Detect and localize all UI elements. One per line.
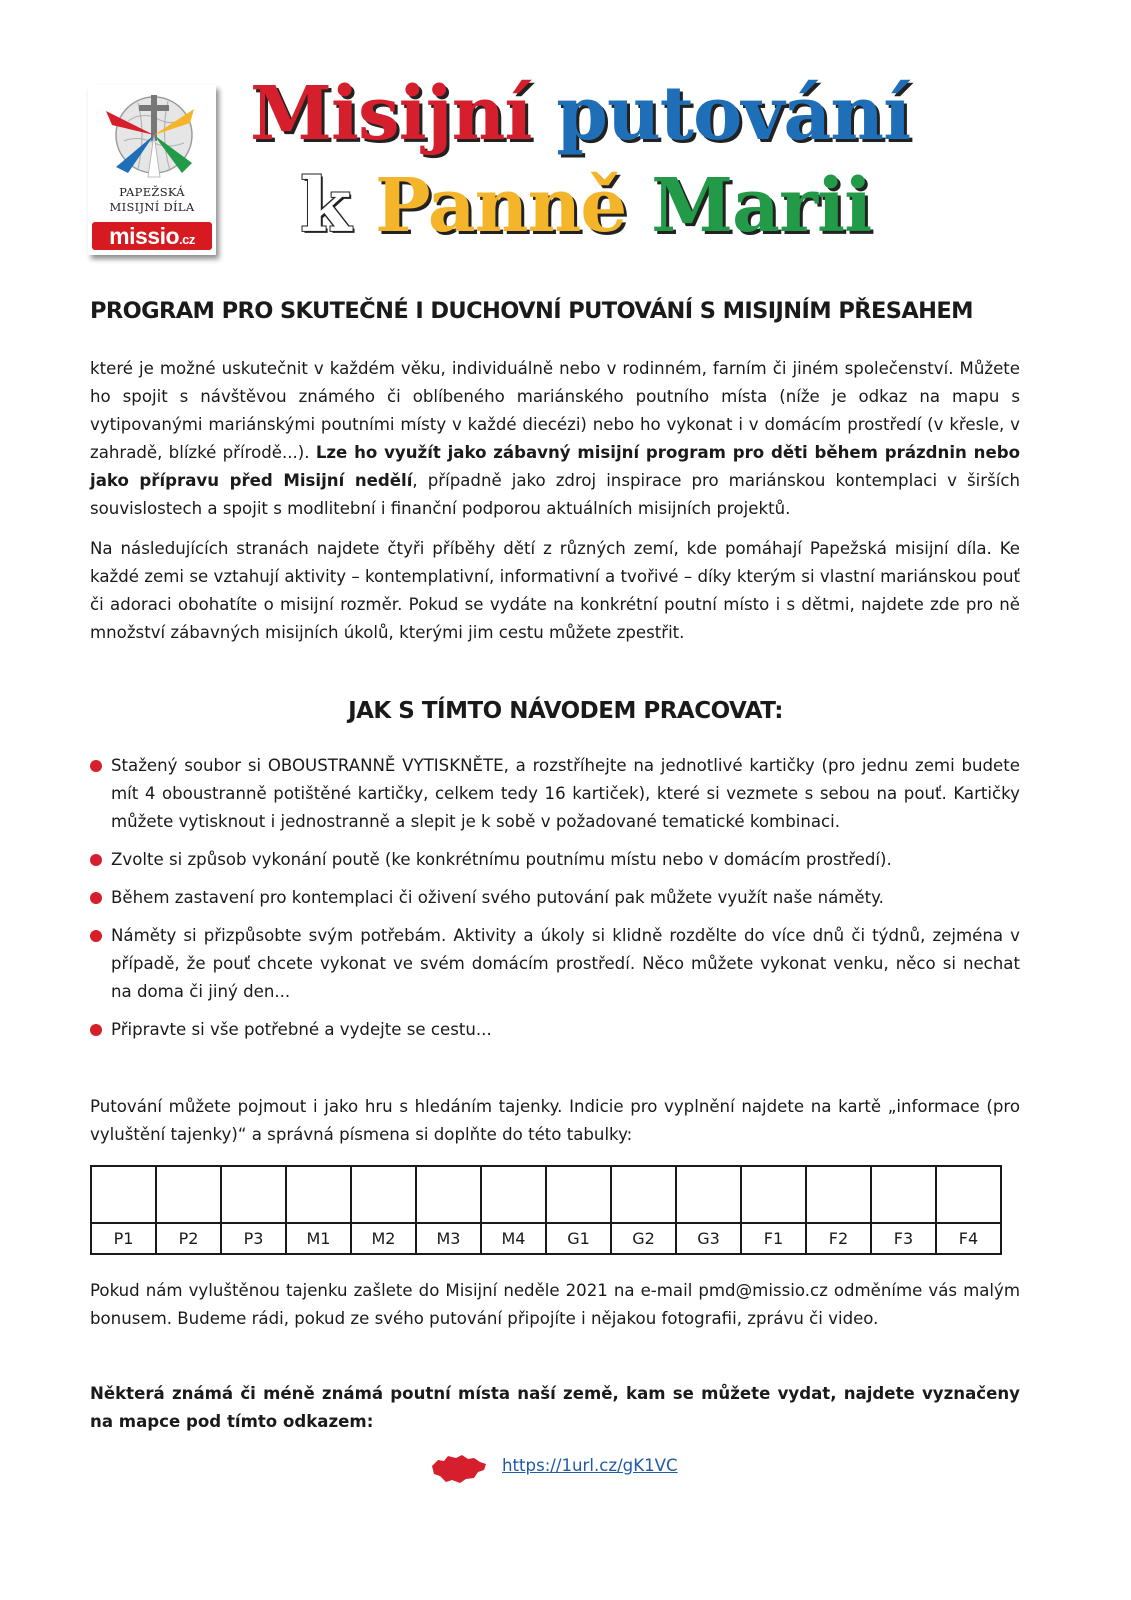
puzzle-code-cell: P1 <box>91 1223 156 1254</box>
puzzle-code-cell: F3 <box>871 1223 936 1254</box>
puzzle-answer-cell[interactable] <box>351 1166 416 1223</box>
map-paragraph: Některá známá či méně známá poutní místa naší země, kam se můžete vydat, najdete vyznačeny na mapce pod tímto odkazem: <box>90 1384 1020 1431</box>
puzzle-code-cell: F2 <box>806 1223 871 1254</box>
logo-org-name <box>88 185 216 215</box>
title-line-2 <box>250 160 910 252</box>
puzzle-answer-cell[interactable] <box>156 1166 221 1223</box>
title-line-1 <box>250 68 910 160</box>
puzzle-code-cell: P2 <box>156 1223 221 1254</box>
bullet-dot-icon <box>90 892 102 904</box>
logo-org-line1: PAPEŽSKÁ <box>119 185 185 199</box>
czech-map-icon <box>428 1452 490 1486</box>
logo-brand <box>92 222 212 250</box>
puzzle-code-cell: G1 <box>546 1223 611 1254</box>
bonus-paragraph: Pokud nám vyluštěnou tajenku zašlete do Misijní neděle 2021 na e-mail pmd@missio.cz odměníme vás malým bonusem. Budeme rádi, pokud ze svého putování připojíte i nějakou fotografii, zprávu či video. <box>90 1281 1020 1328</box>
puzzle-code-cell: M3 <box>416 1223 481 1254</box>
section-heading-howto: JAK S TÍMTO NÁVODEM PRACOVAT: <box>348 698 783 724</box>
bullet-dot-icon <box>90 930 102 942</box>
bullet-dot-icon <box>90 854 102 866</box>
title-word-panne: Panně <box>375 163 627 249</box>
title-word-putovani: putování <box>556 71 911 157</box>
list-item <box>90 922 1020 1006</box>
globe-emblem-icon <box>98 91 206 183</box>
puzzle-answer-cell[interactable] <box>611 1166 676 1223</box>
page-title <box>250 68 910 252</box>
logo-brand-suffix: .cz <box>179 232 195 247</box>
puzzle-answer-cell[interactable] <box>91 1166 156 1223</box>
list-item-text: Během zastavení pro kontemplaci či oživení svého putování pak můžete využít naše náměty. <box>111 888 884 907</box>
list-item-text: Připravte si vše potřebné a vydejte se cestu... <box>111 1020 492 1039</box>
list-item-text: Stažený soubor si OBOUSTRANNĚ VYTISKNĚTE, a rozstříhejte na jednotlivé kartičky (pro jednu zemi budete mít 4 oboustranně potištěné kartičky, celkem tedy 16 kartiček), které si vezmete s sebou na pouť. Kartičky můžete vytisknout i jednostranně a slepit je k sobě v požadované tematické kombinaci. <box>111 756 1020 831</box>
intro-text-a: které je možné uskutečnit v každém věku, individuálně nebo v rodinném, farním či jiném společenství. Můžete ho spojit s návštěvou známého či oblíbeného mariánského poutního místa (níže je odkaz na mapu s vytipovanými mariánskými poutními místy v každé diecézi) nebo ho vykonat i v domácím prostředí (v křesle, v zahradě, blízké přírodě...). <box>90 359 1020 462</box>
puzzle-code-cell: G3 <box>676 1223 741 1254</box>
puzzle-answer-cell[interactable] <box>676 1166 741 1223</box>
puzzle-answer-cell[interactable] <box>481 1166 546 1223</box>
puzzle-code-cell: F1 <box>741 1223 806 1254</box>
puzzle-answer-cell[interactable] <box>936 1166 1001 1223</box>
puzzle-answer-cell[interactable] <box>546 1166 611 1223</box>
puzzle-grid <box>90 1165 1002 1255</box>
puzzle-code-cell: F4 <box>936 1223 1001 1254</box>
list-item <box>90 846 1020 874</box>
bullet-dot-icon <box>90 760 102 772</box>
stories-paragraph: Na následujících stranách najdete čtyři příběhy dětí z různých zemí, kde pomáhají Papežská misijní díla. Ke každé zemi se vztahují aktivity – kontemplativní, informativní a tvořivé – díky kterým si vlastní mariánskou pouť či adoraci obohatíte o misijní rozměr. Pokud se vydáte na konkrétní poutní místo i s dětmi, najdete zde pro ně množství zábavných misijních úkolů, kterými jim cestu můžete zpestřit. <box>90 539 1020 642</box>
puzzle-paragraph: Putování můžete pojmout i jako hru s hledáním tajenky. Indicie pro vyplnění najdete na kartě „informace (pro vyluštění tajenky)“ a správná písmena si doplňte do této tabulky: <box>90 1097 1020 1144</box>
missio-logo <box>88 85 216 255</box>
puzzle-code-row <box>91 1223 1001 1254</box>
puzzle-code-cell: G2 <box>611 1223 676 1254</box>
puzzle-answer-cell[interactable] <box>871 1166 936 1223</box>
puzzle-answer-cell[interactable] <box>416 1166 481 1223</box>
logo-brand-main: missio <box>109 223 180 249</box>
puzzle-code-cell: M1 <box>286 1223 351 1254</box>
puzzle-code-cell: M4 <box>481 1223 546 1254</box>
puzzle-answer-cell[interactable] <box>741 1166 806 1223</box>
intro-paragraph <box>90 355 1020 523</box>
puzzle-code-cell: P3 <box>221 1223 286 1254</box>
title-word-marii: Marii <box>651 163 872 249</box>
intro-text-bold: Lze ho využít jako zábavný misijní program pro děti během prázdnin nebo jako přípravu před Misijní nedělí <box>90 443 1020 490</box>
puzzle-code-cell: M2 <box>351 1223 416 1254</box>
bullet-dot-icon <box>90 1024 102 1036</box>
list-item <box>90 1016 1020 1044</box>
list-item <box>90 884 1020 912</box>
howto-list <box>90 752 1020 1054</box>
map-link[interactable]: https://1url.cz/gK1VC <box>502 1456 678 1475</box>
logo-org-line2: MISIJNÍ DÍLA <box>109 200 195 214</box>
list-item <box>90 752 1020 836</box>
title-word-misijni: Misijní <box>250 71 532 157</box>
puzzle-answer-cell[interactable] <box>806 1166 871 1223</box>
title-word-k: k <box>300 163 351 249</box>
list-item-text: Zvolte si způsob vykonání poutě (ke konkrétnímu poutnímu místu nebo v domácím prostředí). <box>111 850 892 869</box>
puzzle-answer-cell[interactable] <box>221 1166 286 1223</box>
intro-text-b: , případně jako zdroj inspirace pro mariánskou kontemplaci v širších souvislostech a spojit s modlitební i finanční podporou aktuálních misijních projektů. <box>90 471 1020 518</box>
section-heading-program: PROGRAM PRO SKUTEČNÉ I DUCHOVNÍ PUTOVÁNÍ S MISIJNÍM PŘESAHEM <box>90 298 973 324</box>
puzzle-answer-row <box>91 1166 1001 1223</box>
list-item-text: Náměty si přizpůsobte svým potřebám. Aktivity a úkoly si klidně rozdělte do více dnů či týdnů, zejména v případě, že pouť chcete vykonat ve svém domácím prostředí. Něco můžete vykonat venku, něco si nechat na doma či jiný den... <box>111 926 1020 1001</box>
puzzle-answer-cell[interactable] <box>286 1166 351 1223</box>
